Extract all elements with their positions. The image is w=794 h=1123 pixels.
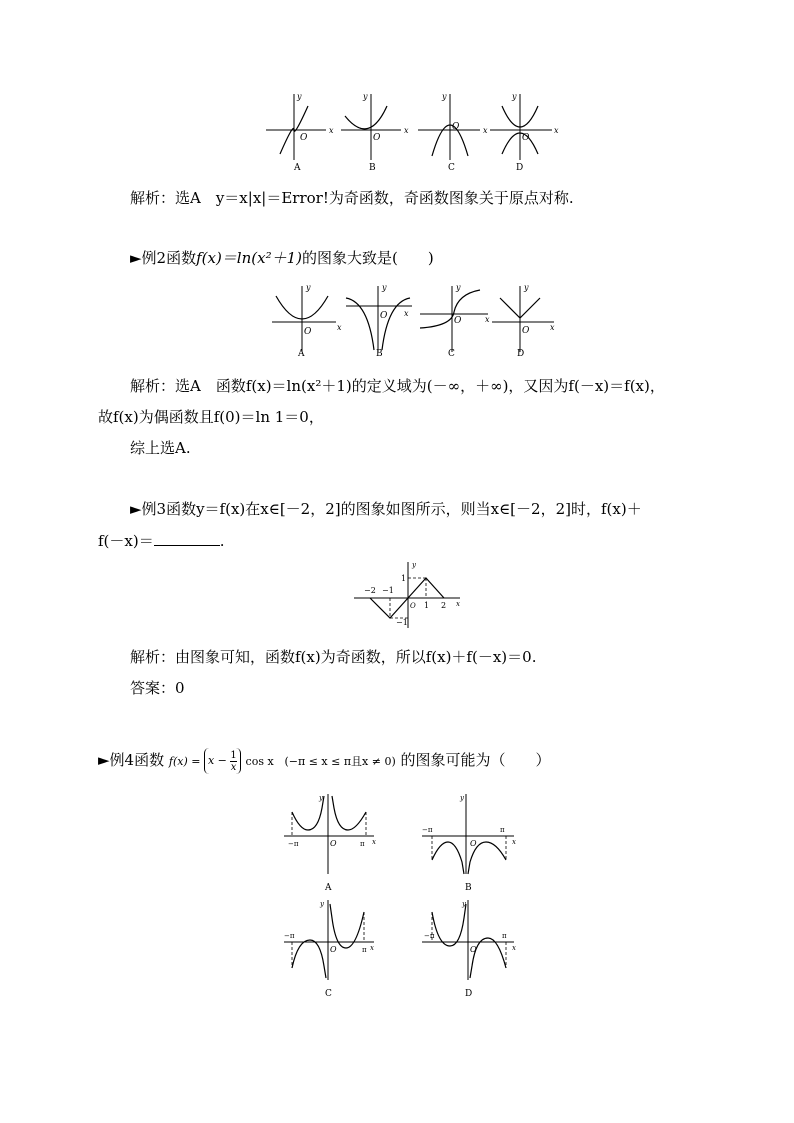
svg-text:x: x (554, 126, 559, 135)
svg-text:x: x (550, 323, 555, 332)
svg-text:x: x (372, 838, 376, 846)
q2-graph-a (268, 282, 348, 362)
svg-text:O: O (373, 133, 381, 143)
svg-text:x: x (404, 126, 409, 135)
q3-graph (352, 560, 472, 632)
q2-analysis-1: 解析：选A 函数f(x)＝ln(x²＋1)的定义域为(－∞，＋∞)，又因为f(－x)＝f(x)， (130, 377, 665, 395)
svg-text:x: x (329, 126, 334, 135)
svg-text:−π: −π (422, 826, 433, 834)
q3-tick-1: 1 (424, 601, 430, 610)
svg-text:x: x (512, 944, 516, 952)
svg-text:−π: −π (424, 932, 435, 940)
q1-graph-d (488, 92, 568, 172)
svg-text:O: O (522, 326, 530, 336)
svg-text:y: y (460, 794, 464, 802)
q2-label-d: D (517, 349, 525, 359)
q4-label-b: B (465, 883, 472, 893)
svg-text:−π: −π (288, 840, 299, 848)
svg-text:π: π (500, 826, 505, 834)
svg-text:y: y (319, 794, 323, 802)
svg-text:O: O (522, 133, 530, 143)
svg-text:O: O (304, 327, 312, 337)
svg-text:x: x (483, 126, 488, 135)
q2-analysis-2: 故f(x)为偶函数且f(0)＝ln 1＝0， (98, 408, 324, 426)
q3-tick-neg1: −1 (382, 586, 394, 595)
q3-tick-neg2: −2 (364, 586, 376, 595)
q1-label-b: B (369, 163, 376, 173)
svg-text:O: O (470, 945, 477, 954)
svg-text:O: O (300, 133, 308, 143)
svg-text:y: y (306, 283, 311, 292)
svg-text:O: O (454, 316, 462, 326)
q4-graph-c (282, 898, 382, 1008)
q2-graph-c (418, 282, 498, 362)
q3-question-line1: ►例3函数y＝f(x)在x∈[－2，2]的图象如图所示，则当x∈[－2，2]时，f(x)＋ (130, 500, 642, 518)
svg-text:y: y (382, 283, 387, 292)
q4-graph-d (420, 898, 520, 1008)
q4-label-c: C (325, 989, 332, 999)
svg-text:x: x (370, 944, 374, 952)
q2-question: ►例2函数f(x)＝ln(x²＋1)的图象大致是( ) (130, 249, 434, 267)
svg-text:y: y (462, 900, 466, 908)
q2-label-a: A (298, 349, 305, 359)
svg-text:π: π (360, 840, 365, 848)
q1-label-a: A (294, 163, 301, 173)
svg-text:y: y (512, 92, 517, 101)
q3-tick-y1: 1 (401, 574, 407, 583)
svg-text:y: y (456, 283, 461, 292)
q4-question: ►例4函数 f(x) = x − $\frac{1}{x}$ cos x (−π ≤ x ≤ π且x ≠ 0) 的图象可能为（ ） (98, 749, 551, 773)
q4-label-d: D (465, 989, 473, 999)
q2-label-c: C (448, 349, 455, 359)
q2-graph-d (488, 282, 568, 362)
q1-analysis: 解析：选A y＝x|x|＝Error!为奇函数，奇函数图象关于原点对称. (130, 189, 574, 207)
svg-text:y: y (297, 92, 302, 101)
svg-text:x: x (512, 838, 516, 846)
q1-graph-c (416, 92, 496, 172)
q4-graph-b (420, 792, 520, 902)
q2-graph-b (344, 282, 424, 362)
svg-text:O: O (380, 311, 388, 321)
svg-text:O: O (470, 839, 477, 848)
q1-graph-b (339, 92, 419, 172)
q3-answer-blank[interactable] (154, 531, 220, 546)
svg-text:x: x (456, 600, 460, 608)
svg-text:x: x (337, 323, 342, 332)
q3-tick-2: 2 (441, 601, 447, 610)
svg-text:O: O (330, 839, 337, 848)
svg-text:O: O (410, 602, 416, 610)
svg-text:−π: −π (284, 932, 295, 940)
q1-graph-a (264, 92, 344, 172)
svg-text:x: x (485, 315, 490, 324)
svg-text:y: y (442, 92, 447, 101)
q2-label-b: B (376, 349, 383, 359)
q1-label-d: D (516, 163, 524, 173)
q3-question-line2: f(－x)＝ . (98, 532, 225, 550)
q3-tick-yneg1: −1 (396, 618, 408, 627)
svg-text:π: π (502, 932, 507, 940)
q3-answer: 答案：0 (130, 679, 185, 697)
q1-label-c: C (448, 163, 455, 173)
svg-text:π: π (362, 946, 367, 954)
svg-text:y: y (412, 561, 416, 569)
q4-graph-a (282, 792, 382, 902)
q2-analysis-3: 综上选A. (130, 439, 191, 457)
svg-text:x: x (404, 309, 409, 318)
q4-label-a: A (325, 883, 332, 893)
svg-text:y: y (363, 92, 368, 101)
svg-text:y: y (320, 900, 324, 908)
q3-analysis: 解析：由图象可知，函数f(x)为奇函数，所以f(x)＋f(－x)＝0. (130, 648, 537, 666)
svg-text:O: O (452, 122, 460, 132)
svg-text:O: O (330, 945, 337, 954)
svg-text:y: y (524, 283, 529, 292)
